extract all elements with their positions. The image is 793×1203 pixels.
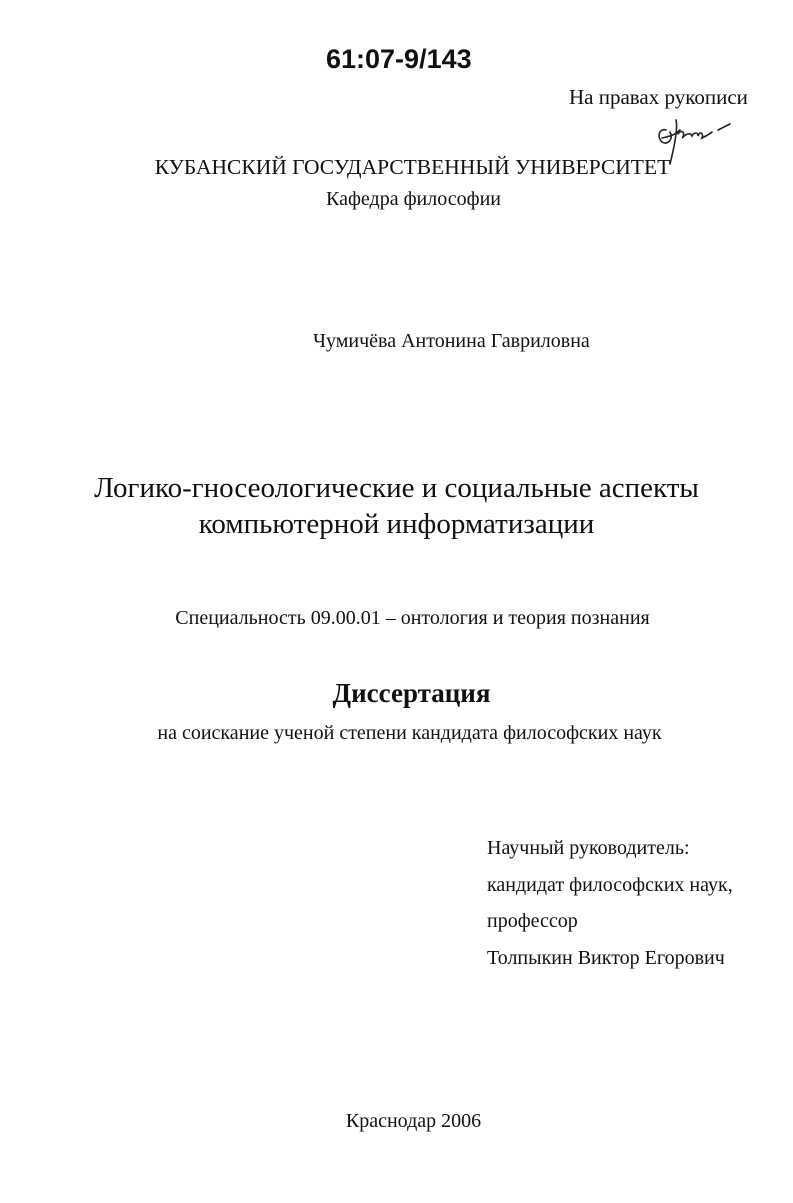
advisor-block (487, 830, 733, 976)
degree-line: на соискание ученой степени кандидата философских наук (157, 722, 662, 744)
specialty: Специальность 09.00.01 – онтология и теория познания (175, 607, 650, 629)
advisor-rank: профессор (487, 910, 578, 932)
author-name: Чумичёва Антонина Гавриловна (313, 330, 590, 352)
title-line-1: Логико-гносеологические и социальные аспекты (94, 472, 699, 504)
document-type: Диссертация (332, 678, 491, 708)
title-line-2: компьютерной информатизации (198, 508, 595, 540)
advisor-degree: кандидат философских наук, (487, 873, 733, 896)
advisor-name: Толпыкин Виктор Егорович (487, 946, 725, 969)
university-name: КУБАНСКИЙ ГОСУДАРСТВЕННЫЙ УНИВЕРСИТЕТ (154, 155, 671, 179)
archive-code: 61:07-9/143 (326, 44, 472, 74)
advisor-label: Научный руководитель: (487, 837, 690, 859)
city-year: Краснодар 2006 (345, 1110, 482, 1132)
department-name: Кафедра философии (326, 188, 501, 210)
dissertation-title (0, 470, 793, 542)
rights-note: На правах рукописи (569, 85, 748, 109)
